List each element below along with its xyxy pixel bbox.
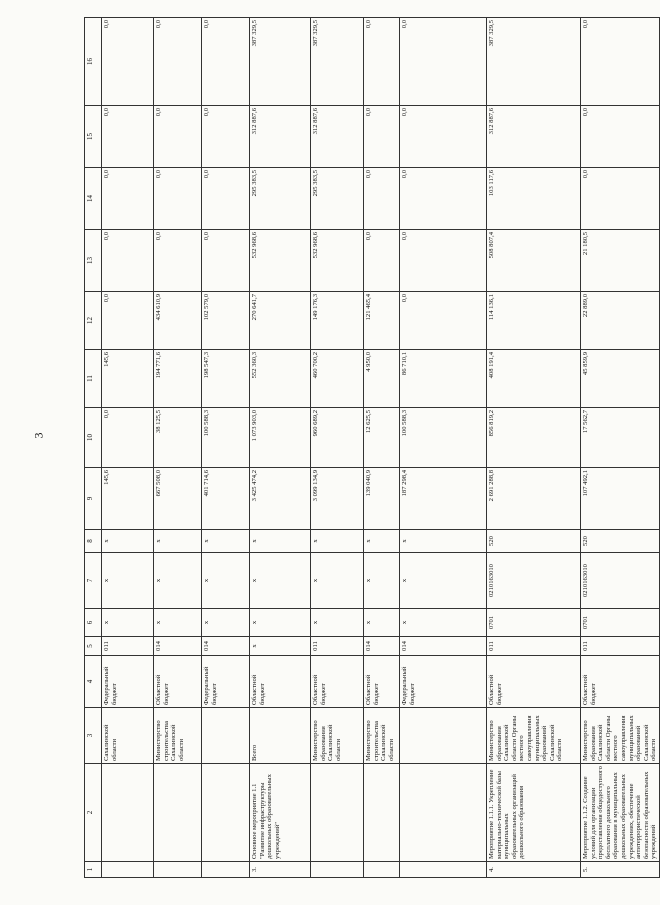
row-number-cell [102, 862, 154, 878]
amount-cell: 149 176,3 [311, 292, 364, 350]
amount-cell: 387 329,5 [487, 18, 581, 106]
amount-cell: 114 136,1 [487, 292, 581, 350]
activity-name-cell [154, 764, 202, 862]
amount-cell: 0,0 [202, 18, 250, 106]
amount-cell: 0,0 [154, 106, 202, 168]
amount-cell: 0,0 [102, 106, 154, 168]
amount-cell: 0,0 [202, 106, 250, 168]
code-cell: x [250, 637, 311, 656]
amount-cell: 0,0 [400, 106, 487, 168]
amount-cell: 107 492,1 [581, 468, 660, 530]
header-cell: 13 [85, 230, 102, 292]
amount-cell: 0,0 [364, 230, 400, 292]
activity-name-cell [202, 764, 250, 862]
amount-cell: 0,0 [364, 106, 400, 168]
executor-cell: Министерство образования Сахалинской области Органы местного самоуправления муниципальных образований Сахалинской области [581, 708, 660, 764]
table-row [364, 18, 400, 878]
amount-cell: 532 968,6 [311, 230, 364, 292]
amount-cell: 434 610,9 [154, 292, 202, 350]
code-cell: x [202, 553, 250, 609]
code-cell: x [102, 609, 154, 637]
code-cell: x [364, 553, 400, 609]
amount-cell: 22 889,0 [581, 292, 660, 350]
row-number-cell [364, 862, 400, 878]
header-cell: 16 [85, 18, 102, 106]
code-cell: x [250, 609, 311, 637]
funding-source-cell: Областной бюджет [487, 656, 581, 708]
row-number-cell [154, 862, 202, 878]
code-cell: x [102, 553, 154, 609]
header-cell: 8 [85, 530, 102, 553]
budget-table-rotated [84, 18, 658, 878]
budget-table [84, 17, 660, 878]
code-cell: 014 [154, 637, 202, 656]
amount-cell: 960 689,2 [311, 408, 364, 468]
table-row [154, 18, 202, 878]
activity-name-cell: Основное мероприятие 1.1 "Развитие инфраструктуры дошкольных образовательных учреждений" [250, 764, 311, 862]
header-cell: 10 [85, 408, 102, 468]
header-cell: 2 [85, 764, 102, 862]
table-row [487, 18, 581, 878]
code-cell: 011 [487, 637, 581, 656]
activity-name-cell [364, 764, 400, 862]
header-cell: 6 [85, 609, 102, 637]
executor-cell: Министерство строительства Сахалинской области [364, 708, 400, 764]
code-cell: x [202, 530, 250, 553]
amount-cell: 1 073 903,0 [250, 408, 311, 468]
amount-cell: 45 859,9 [581, 350, 660, 408]
row-number-cell: 3. [250, 862, 311, 878]
amount-cell: 194 771,6 [154, 350, 202, 408]
header-cell: 9 [85, 468, 102, 530]
header-cell: 5 [85, 637, 102, 656]
executor-cell: Министерство образования Сахалинской области Органы местного самоуправления муниципальных образований Сахалинской области [487, 708, 581, 764]
amount-cell: 3 425 474,2 [250, 468, 311, 530]
amount-cell: 0,0 [154, 18, 202, 106]
activity-name-cell [400, 764, 487, 862]
code-cell: x [364, 530, 400, 553]
code-cell: x [400, 553, 487, 609]
amount-cell: 408 191,4 [487, 350, 581, 408]
code-cell: x [400, 530, 487, 553]
amount-cell: 312 887,6 [311, 106, 364, 168]
amount-cell: 145,6 [102, 350, 154, 408]
code-cell: x [400, 609, 487, 637]
amount-cell: 312 887,6 [487, 106, 581, 168]
amount-cell: 312 887,6 [250, 106, 311, 168]
executor-cell [400, 708, 487, 764]
amount-cell: 856 819,2 [487, 408, 581, 468]
code-cell: x [154, 530, 202, 553]
funding-source-cell: Областной бюджет [311, 656, 364, 708]
code-cell: x [154, 609, 202, 637]
header-cell: 7 [85, 553, 102, 609]
amount-cell: 0,0 [154, 230, 202, 292]
table-row [250, 18, 311, 878]
amount-cell: 270 641,7 [250, 292, 311, 350]
amount-cell: 0,0 [581, 106, 660, 168]
amount-cell: 0,0 [581, 18, 660, 106]
amount-cell: 198 547,3 [202, 350, 250, 408]
header-cell: 12 [85, 292, 102, 350]
code-cell: 0210163010 [581, 553, 660, 609]
amount-cell: 100 588,3 [202, 408, 250, 468]
header-cell: 4 [85, 656, 102, 708]
amount-cell: 86 710,1 [400, 350, 487, 408]
code-cell: x [311, 553, 364, 609]
row-number-cell: 5. [581, 862, 660, 878]
amount-cell: 460 700,2 [311, 350, 364, 408]
header-cell: 14 [85, 168, 102, 230]
amount-cell: 0,0 [400, 230, 487, 292]
executor-cell: Сахалинской области [102, 708, 154, 764]
code-cell: 014 [202, 637, 250, 656]
amount-cell: 401 714,6 [202, 468, 250, 530]
amount-cell: 0,0 [364, 168, 400, 230]
amount-cell: 12 625,5 [364, 408, 400, 468]
funding-source-cell: Областной бюджет [364, 656, 400, 708]
amount-cell: 0,0 [202, 230, 250, 292]
row-number-cell: 4. [487, 862, 581, 878]
table-row [202, 18, 250, 878]
amount-cell: 295 383,5 [311, 168, 364, 230]
header-cell: 1 [85, 862, 102, 878]
amount-cell: 21 180,5 [581, 230, 660, 292]
amount-cell: 103 117,6 [487, 168, 581, 230]
amount-cell: 0,0 [400, 168, 487, 230]
amount-cell: 38 125,5 [154, 408, 202, 468]
amount-cell: 139 040,9 [364, 468, 400, 530]
amount-cell: 102 579,0 [202, 292, 250, 350]
amount-cell: 508 807,4 [487, 230, 581, 292]
table-row [311, 18, 364, 878]
executor-cell [202, 708, 250, 764]
row-number-cell [311, 862, 364, 878]
code-cell: 014 [364, 637, 400, 656]
funding-source-cell: Областной бюджет [250, 656, 311, 708]
code-cell: 520 [487, 530, 581, 553]
activity-name-cell: Мероприятие 1.1.2. Создание условий для организации предоставления общедоступного бесплатного дошкольного образования в муниципальных дошкольных образовательных учреждениях, обеспечение антитеррористической безопасности образовательных учреждений [581, 764, 660, 862]
activity-name-cell [311, 764, 364, 862]
code-cell: x [102, 530, 154, 553]
table-row [581, 18, 660, 878]
funding-source-cell: Федеральный бюджет [202, 656, 250, 708]
header-row [85, 18, 102, 878]
amount-cell: 0,0 [581, 168, 660, 230]
code-cell: x [154, 553, 202, 609]
amount-cell: 187 298,4 [400, 468, 487, 530]
amount-cell: 0,0 [364, 18, 400, 106]
funding-source-cell: Федеральный бюджет [400, 656, 487, 708]
code-cell: 011 [581, 637, 660, 656]
table-row [102, 18, 154, 878]
amount-cell: 0,0 [102, 292, 154, 350]
amount-cell: 667 508,0 [154, 468, 202, 530]
row-number-cell [202, 862, 250, 878]
amount-cell: 0,0 [102, 408, 154, 468]
code-cell: 014 [400, 637, 487, 656]
code-cell: x [311, 530, 364, 553]
amount-cell: 0,0 [154, 168, 202, 230]
funding-source-cell: Областной бюджет [154, 656, 202, 708]
code-cell: 0210163010 [487, 553, 581, 609]
amount-cell: 387 329,5 [250, 18, 311, 106]
funding-source-cell: Федеральный бюджет [102, 656, 154, 708]
executor-cell: Министерство образования Сахалинской области [311, 708, 364, 764]
amount-cell: 0,0 [102, 230, 154, 292]
amount-cell: 100 588,3 [400, 408, 487, 468]
amount-cell: 0,0 [102, 168, 154, 230]
amount-cell: 17 562,7 [581, 408, 660, 468]
header-cell: 15 [85, 106, 102, 168]
amount-cell: 0,0 [400, 292, 487, 350]
code-cell: x [202, 609, 250, 637]
code-cell: x [364, 609, 400, 637]
amount-cell: 295 383,5 [250, 168, 311, 230]
code-cell: 011 [311, 637, 364, 656]
amount-cell: 387 329,5 [311, 18, 364, 106]
header-cell: 3 [85, 708, 102, 764]
amount-cell: 145,6 [102, 468, 154, 530]
activity-name-cell: Мероприятие 1.1.1. Укрепление материально-технической базы муниципальных образовательных организаций дошкольного образования [487, 764, 581, 862]
amount-cell: 552 360,3 [250, 350, 311, 408]
amount-cell: 121 465,4 [364, 292, 400, 350]
code-cell: x [250, 530, 311, 553]
code-cell: x [311, 609, 364, 637]
activity-name-cell [102, 764, 154, 862]
page-number: 3 [31, 432, 46, 439]
amount-cell: 0,0 [400, 18, 487, 106]
code-cell: 520 [581, 530, 660, 553]
code-cell: 0701 [581, 609, 660, 637]
table-row [400, 18, 487, 878]
amount-cell: 3 099 134,9 [311, 468, 364, 530]
amount-cell: 4 950,0 [364, 350, 400, 408]
amount-cell: 532 968,6 [250, 230, 311, 292]
code-cell: x [250, 553, 311, 609]
row-number-cell [400, 862, 487, 878]
amount-cell: 0,0 [102, 18, 154, 106]
code-cell: 011 [102, 637, 154, 656]
funding-source-cell: Областной бюджет [581, 656, 660, 708]
code-cell: 0701 [487, 609, 581, 637]
header-cell: 11 [85, 350, 102, 408]
amount-cell: 0,0 [202, 168, 250, 230]
executor-cell: Министерство строительства Сахалинской области [154, 708, 202, 764]
executor-cell: Всего [250, 708, 311, 764]
amount-cell: 2 691 288,8 [487, 468, 581, 530]
